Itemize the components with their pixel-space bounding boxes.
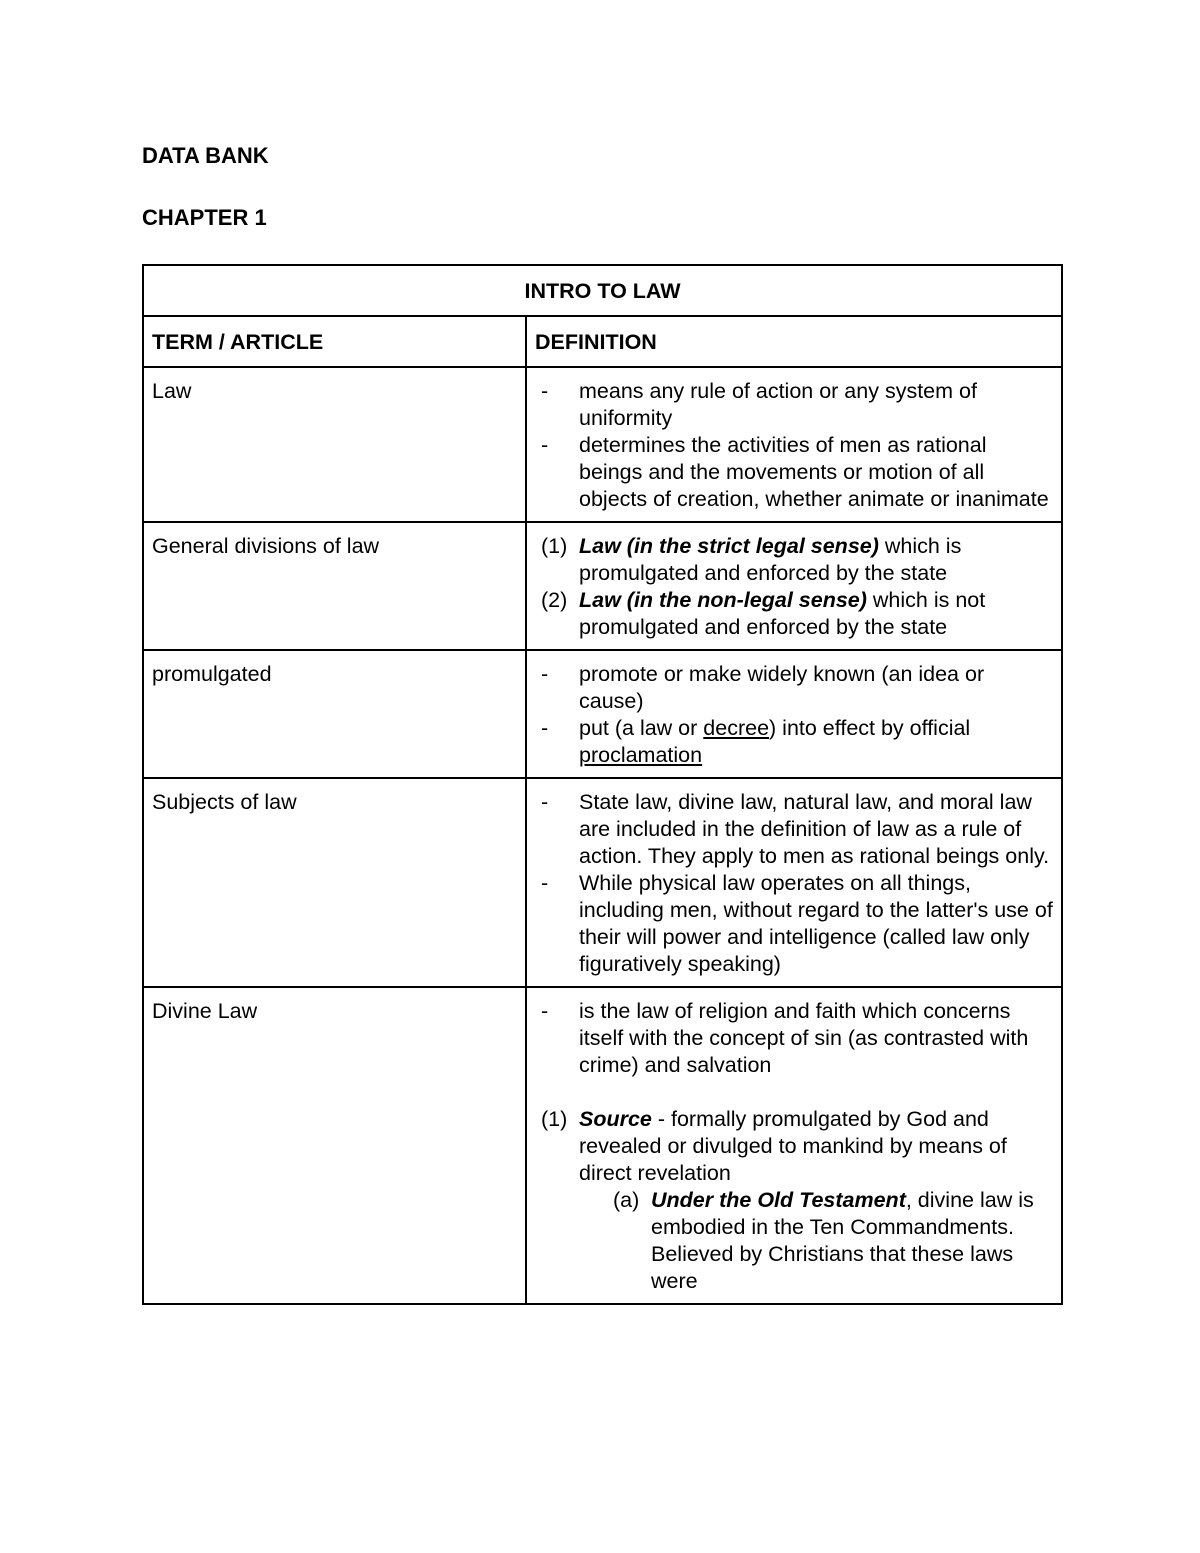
bullet-item bbox=[541, 870, 1053, 978]
spacer bbox=[541, 1079, 1053, 1106]
bullet-text: means any rule of action or any system of uniformity bbox=[579, 379, 977, 430]
proclamation-link[interactable]: proclamation bbox=[579, 743, 703, 767]
item-number: (1) bbox=[541, 534, 568, 558]
item-text: - formally promulgated by God and revealed or divulged to mankind by means of direct revelation bbox=[579, 1107, 1007, 1185]
bullet-marker: - bbox=[541, 379, 549, 403]
sub-item-letter: (a) bbox=[613, 1188, 640, 1212]
definition-cell bbox=[526, 522, 1062, 650]
bullet-item bbox=[541, 661, 1053, 715]
table-row bbox=[143, 367, 1062, 522]
document-title: DATA BANK bbox=[142, 143, 269, 168]
bullet-text: ) into effect by official bbox=[769, 716, 971, 740]
bullet-marker: - bbox=[541, 999, 549, 1023]
bullet-text: determines the activities of men as rational beings and the movements or motion of all objects of creation, whether animate or inanimate bbox=[579, 433, 1049, 511]
sub-item bbox=[613, 1187, 1053, 1295]
intro-to-law-table bbox=[142, 264, 1063, 1305]
sub-item-emphasis: Under the Old Testament bbox=[651, 1188, 906, 1212]
table-row bbox=[143, 650, 1062, 778]
term-cell: promulgated bbox=[143, 650, 526, 778]
table-row bbox=[143, 778, 1062, 987]
item-emphasis: Law (in the non-legal sense) bbox=[579, 588, 867, 612]
column-header-definition: DEFINITION bbox=[526, 316, 1062, 367]
bullet-item bbox=[541, 998, 1053, 1079]
table-row bbox=[143, 522, 1062, 650]
bullet-marker: - bbox=[541, 790, 549, 814]
item-number: (2) bbox=[541, 588, 568, 612]
item-number: (1) bbox=[541, 1107, 568, 1131]
table-title-row bbox=[143, 265, 1062, 316]
bullet-text: promote or make widely known (an idea or cause) bbox=[579, 662, 985, 713]
column-header-term: TERM / ARTICLE bbox=[143, 316, 526, 367]
term-cell: Divine Law bbox=[143, 987, 526, 1304]
bullet-text: is the law of religion and faith which concerns itself with the concept of sin (as contrasted with crime) and salvation bbox=[579, 999, 1029, 1077]
table-row bbox=[143, 987, 1062, 1304]
bullet-text: State law, divine law, natural law, and moral law are included in the definition of law as a rule of action. They apply to men as rational beings only. bbox=[579, 790, 1050, 868]
item-text: which is not promulgated and enforced by the state bbox=[579, 588, 986, 639]
term-cell: Law bbox=[143, 367, 526, 522]
chapter-heading: CHAPTER 1 bbox=[142, 205, 267, 230]
numbered-item bbox=[541, 587, 1053, 641]
item-text: which is promulgated and enforced by the state bbox=[579, 534, 962, 585]
bullet-marker: - bbox=[541, 871, 549, 895]
table-title: INTRO TO LAW bbox=[143, 265, 1062, 316]
bullet-text: put (a law or bbox=[579, 716, 704, 740]
term-cell: Subjects of law bbox=[143, 778, 526, 987]
bullet-marker: - bbox=[541, 433, 549, 457]
sub-item-text: , divine law is embodied in the Ten Commandments. Believed by Christians that these laws were bbox=[651, 1188, 1034, 1293]
term-cell: General divisions of law bbox=[143, 522, 526, 650]
definition-cell bbox=[526, 987, 1062, 1304]
bullet-item bbox=[541, 715, 1053, 769]
definition-cell bbox=[526, 778, 1062, 987]
numbered-item bbox=[541, 1106, 1053, 1187]
bullet-marker: - bbox=[541, 662, 549, 686]
bullet-text: While physical law operates on all things, including men, without regard to the latter's use of their will power and intelligence (called law only figuratively speaking) bbox=[579, 871, 1053, 976]
numbered-item bbox=[541, 533, 1053, 587]
item-emphasis: Source bbox=[579, 1107, 652, 1131]
bullet-item bbox=[541, 432, 1053, 513]
decree-link[interactable]: decree bbox=[703, 716, 770, 740]
item-emphasis: Law (in the strict legal sense) bbox=[579, 534, 879, 558]
table-header-row bbox=[143, 316, 1062, 367]
definition-cell bbox=[526, 650, 1062, 778]
bullet-item bbox=[541, 789, 1053, 870]
bullet-item bbox=[541, 378, 1053, 432]
definition-cell bbox=[526, 367, 1062, 522]
bullet-marker: - bbox=[541, 716, 549, 740]
